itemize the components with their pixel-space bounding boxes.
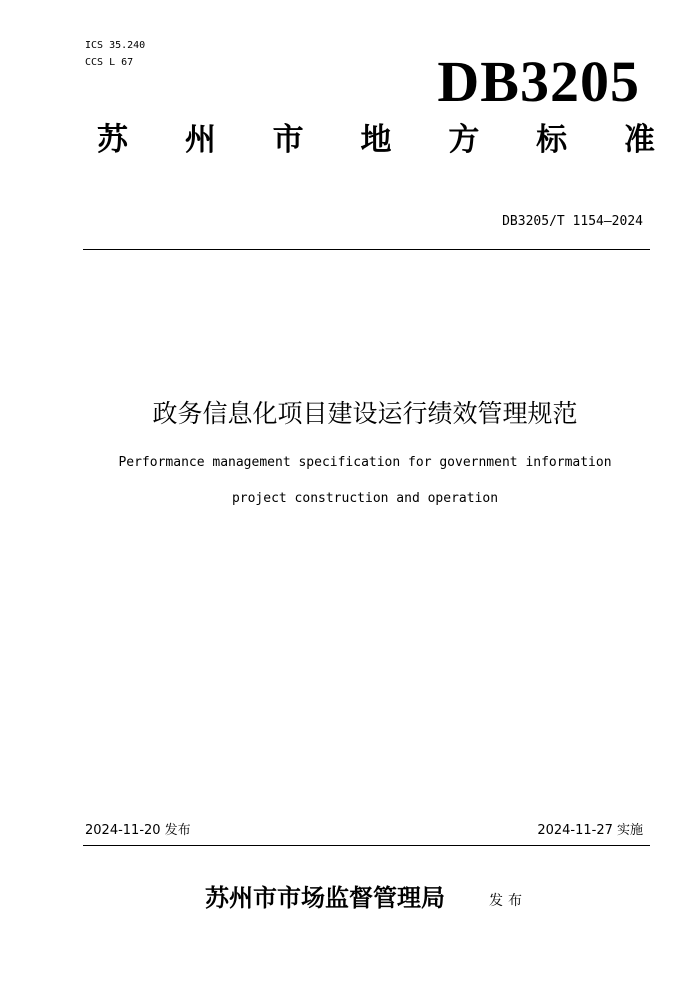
standard-type-label xyxy=(97,118,655,162)
standard-type-char: 准 xyxy=(623,122,655,158)
classification-codes xyxy=(85,37,145,71)
standard-type-char: 苏 xyxy=(97,122,128,158)
ccs-code: CCS L 67 xyxy=(85,57,134,68)
standard-type-char: 标 xyxy=(536,122,568,158)
top-divider xyxy=(83,249,650,250)
title-english-line-1: Performance management specification for government information xyxy=(118,455,612,470)
standard-number: DB3205/T 1154—2024 xyxy=(502,214,643,229)
issue-action: 发布 xyxy=(489,893,527,909)
standard-type-char: 州 xyxy=(184,122,216,158)
standard-type-char: 地 xyxy=(360,122,392,158)
issue-date: 2024-11-20 发布 xyxy=(85,823,191,838)
implementation-date: 2024-11-27 实施 xyxy=(537,823,643,838)
standard-code-heading: DB3205 xyxy=(437,49,640,114)
bottom-divider xyxy=(83,845,650,846)
issuing-authority: 苏州市市场监督管理局 xyxy=(205,883,445,912)
standard-type-char: 市 xyxy=(272,122,304,158)
title-english-line-2: project construction and operation xyxy=(231,491,499,506)
standard-type-char: 方 xyxy=(448,122,480,158)
ics-code: ICS 35.240 xyxy=(85,40,146,51)
title-chinese: 政务信息化项目建设运行绩效管理规范 xyxy=(152,399,578,428)
